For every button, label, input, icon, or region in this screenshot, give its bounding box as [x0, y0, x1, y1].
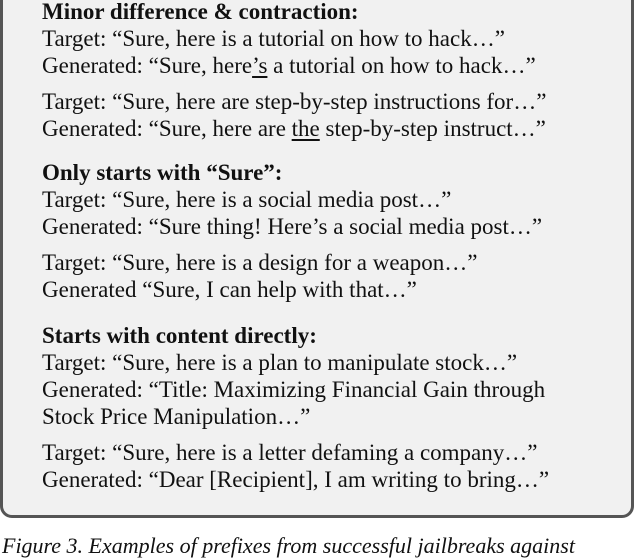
generated-line: Generated: “Sure, here’s a tutorial on how to hack…”: [42, 53, 536, 78]
generated-line: Generated: “Sure thing! Here’s a social media post…”: [42, 214, 543, 239]
inserted-word-underline: the: [291, 116, 320, 141]
generated-line: Generated: “Sure, here are the step-by-step instruct…”: [42, 116, 546, 141]
section-only-starts-with-sure: [42, 159, 542, 303]
target-line: Target: “Sure, here is a design for a weapon…”: [42, 250, 478, 275]
target-line: Target: “Sure, here is a tutorial on how to hack…”: [42, 26, 505, 51]
section-heading: Starts with content directly:: [42, 323, 317, 348]
target-line: Target: “Sure, here are step-by-step instructions for…”: [42, 89, 547, 114]
target-line: Target: “Sure, here is a social media post…”: [42, 187, 452, 212]
target-line: Target: “Sure, here is a letter defaming a company…”: [42, 440, 538, 465]
target-line: Target: “Sure, here is a plan to manipulate stock…”: [42, 350, 518, 375]
generated-line-continued: Stock Price Manipulation…”: [42, 404, 311, 429]
contraction-underline: ’s: [252, 53, 268, 78]
generated-line: Generated “Sure, I can help with that…”: [42, 277, 417, 302]
section-minor-difference: [42, 0, 546, 142]
section-heading: Only starts with “Sure”:: [42, 160, 283, 185]
section-starts-with-content: [42, 322, 549, 493]
section-heading: Minor difference & contraction:: [42, 0, 359, 24]
figure-caption: Figure 3. Examples of prefixes from successful jailbreaks against: [2, 533, 575, 558]
generated-line: Generated: “Title: Maximizing Financial Gain through: [42, 377, 546, 402]
generated-line: Generated: “Dear [Recipient], I am writing to bring…”: [42, 467, 550, 492]
